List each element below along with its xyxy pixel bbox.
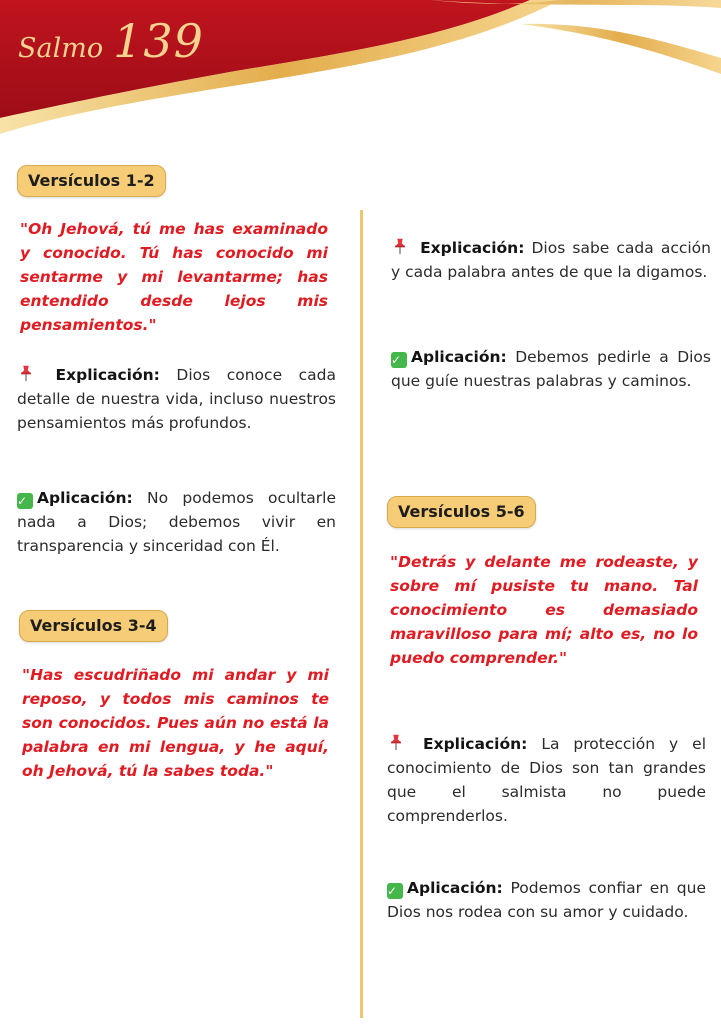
pushpin-icon [391, 237, 409, 255]
aplicacion-3-4 [391, 345, 711, 393]
explicacion-text: Dios conoce cada detalle de nuestra vida, incluso nuestros pensamientos más profundos. [17, 366, 336, 432]
title-word: Salmo [18, 33, 104, 64]
explicacion-text: Dios sabe cada acción y cada palabra antes de que la digamos. [391, 239, 711, 281]
check-mark-icon: ✓ [387, 883, 403, 899]
explicacion-5-6 [387, 732, 706, 828]
verse-quote-3-4: "Has escudriñado mi andar y mi reposo, y todos mis caminos te son conocidos. Pues aún no está la palabra en mi lengua, y he aquí, oh Jehová, tú la sabes toda." [22, 666, 329, 780]
explicacion-label: Explicación: [422, 735, 528, 753]
check-mark-icon: ✓ [17, 493, 33, 509]
page-title [18, 14, 204, 68]
verse-quote-1-2: "Oh Jehová, tú me has examinado y conocido. Tú has conocido mi sentarme y mi levantarme; has entendido desde lejos mis pensamientos." [20, 220, 328, 334]
aplicacion-text: Debemos pedirle a Dios que guíe nuestras palabras y caminos. [391, 348, 711, 390]
check-mark-icon: ✓ [391, 352, 407, 368]
aplicacion-text: No podemos ocultarle nada a Dios; debemos vivir en transparencia y sinceridad con Él. [17, 489, 336, 555]
title-number: 139 [113, 14, 204, 68]
aplicacion-1-2 [17, 486, 336, 558]
section-heading-1-2: Versículos 1-2 [17, 165, 166, 197]
section-heading-3-4: Versículos 3-4 [19, 610, 168, 642]
aplicacion-label: Aplicación: [407, 879, 503, 897]
explicacion-label: Explicación: [420, 239, 525, 257]
aplicacion-text: Podemos confiar en que Dios nos rodea con su amor y cuidado. [387, 879, 706, 921]
aplicacion-5-6 [387, 876, 706, 924]
aplicacion-label: Aplicación: [37, 489, 133, 507]
column-divider [360, 210, 363, 1018]
aplicacion-label: Aplicación: [411, 348, 507, 366]
verse-quote-5-6: "Detrás y delante me rodeaste, y sobre mí pusiste tu mano. Tal conocimiento es demasiado maravilloso para mí; alto es, no lo puedo comprender." [390, 553, 698, 667]
pushpin-icon [387, 733, 405, 751]
pushpin-icon [17, 364, 35, 382]
section-heading-5-6: Versículos 5-6 [387, 496, 536, 528]
explicacion-3-4 [391, 236, 711, 284]
explicacion-1-2 [17, 363, 336, 435]
explicacion-label: Explicación: [55, 366, 160, 384]
explicacion-text: La protección y el conocimiento de Dios son tan grandes que el salmista no puede comprenderlos. [387, 735, 706, 825]
